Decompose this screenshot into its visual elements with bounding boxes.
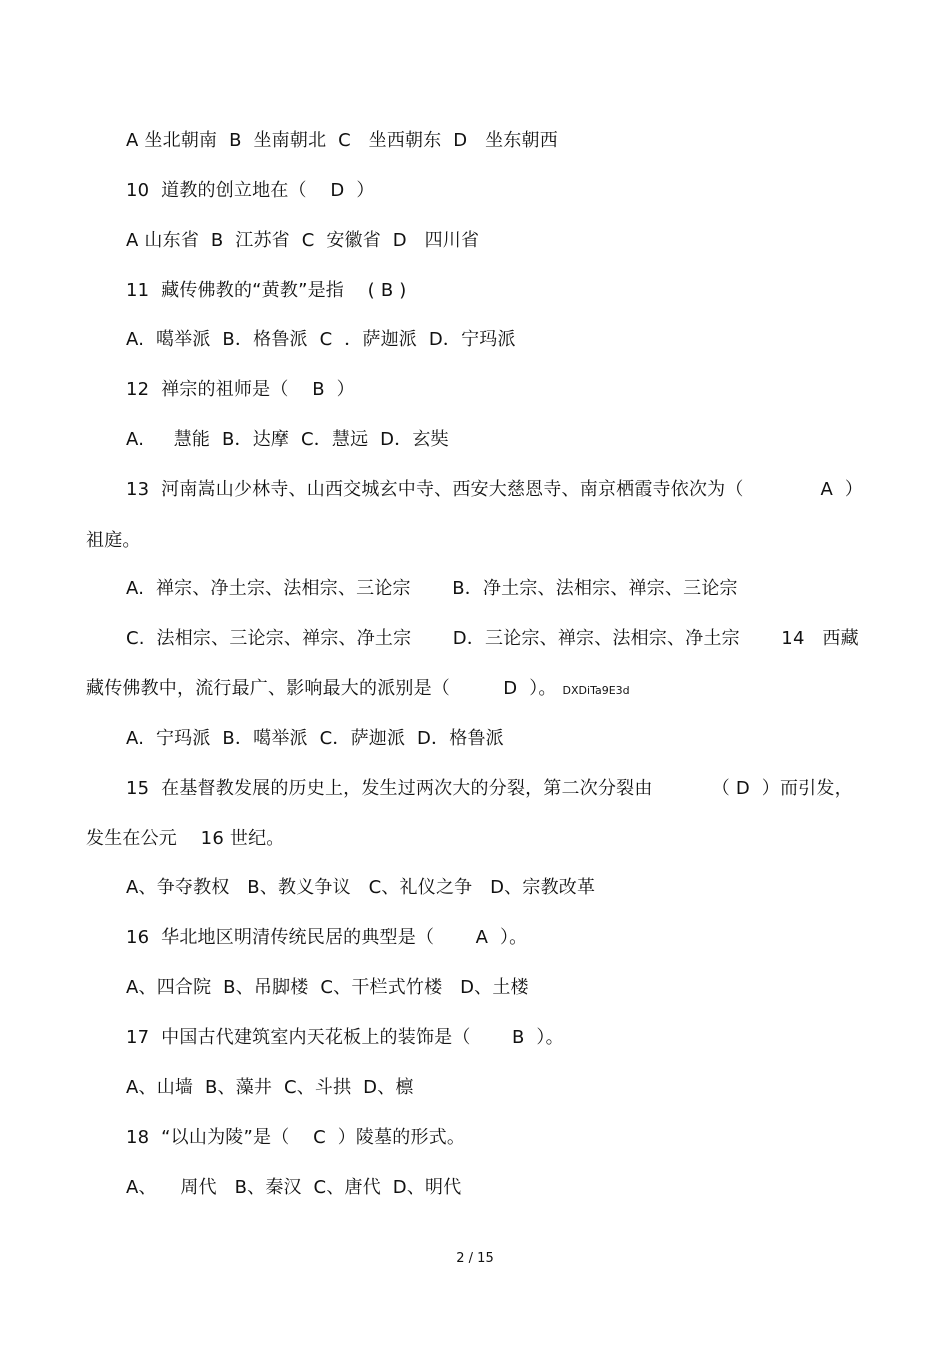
text-line: A. 宁玛派 B．噶举派 C．萨迦派 D．格鲁派 xyxy=(126,728,504,749)
question-line: 15 在基督教发展的历史上，发生过两次大的分裂，第二次分裂由 （ D ）而引发， xyxy=(126,778,853,799)
text-line: A、 周代 B、秦汉 C、唐代 D、明代 xyxy=(126,1177,462,1198)
question-line: 10 道教的创立地在（ D ） xyxy=(126,180,375,201)
text-line: A. 噶举派 B．格鲁派 C ．萨迦派 D．宁玛派 xyxy=(126,329,516,350)
question-line: 13 河南嵩山少林寺、山西交城玄中寺、西安大慈恩寺、南京栖霞寺依次为（ A ） xyxy=(126,479,864,500)
text-line-content: 藏传佛教中，流行最广、影响最大的派别是（ D ）。 xyxy=(86,678,557,699)
text-line: A. 慧能 B．达摩 C．慧远 D．玄奘 xyxy=(126,429,449,450)
text-line: 发生在公元 16 世纪。 xyxy=(86,828,285,849)
text-line: A 坐北朝南 B 坐南朝北 C 坐西朝东 D 坐东朝西 xyxy=(126,130,558,151)
text-line: A、四合院 B、吊脚楼 C、干栏式竹楼 D、土楼 xyxy=(126,977,529,998)
question-line: 11 藏传佛教的“黄教”是指 ( B ) xyxy=(126,280,407,301)
question-line: 18 “以山为陵”是（ C ）陵墓的形式。 xyxy=(126,1127,466,1148)
text-line: A、山墙 B、藻井 C、斗拱 D、檩 xyxy=(126,1077,414,1098)
text-line: C. 法相宗、三论宗、禅宗、净土宗 D．三论宗、禅宗、法相宗、净土宗 14 西藏 xyxy=(126,628,859,649)
question-line: 16 华北地区明清传统民居的典型是（ A ）。 xyxy=(126,927,528,948)
watermark-code: DXDiTa9E3d xyxy=(562,684,630,697)
page-number: 2 / 15 xyxy=(456,1251,494,1266)
text-line: A. 禅宗、净土宗、法相宗、三论宗 B．净土宗、法相宗、禅宗、三论宗 xyxy=(126,578,738,599)
text-line: 祖庭。 xyxy=(86,530,141,551)
question-line: 17 中国古代建筑室内天花板上的装饰是（ B ）。 xyxy=(126,1027,564,1048)
text-line xyxy=(86,677,630,703)
text-line: A 山东省 B 江苏省 C 安徽省 D 四川省 xyxy=(126,230,480,251)
text-line: A、争夺教权 B、教义争议 C、礼仪之争 D、宗教改革 xyxy=(126,877,596,898)
question-line: 12 禅宗的祖师是（ B ） xyxy=(126,379,355,400)
